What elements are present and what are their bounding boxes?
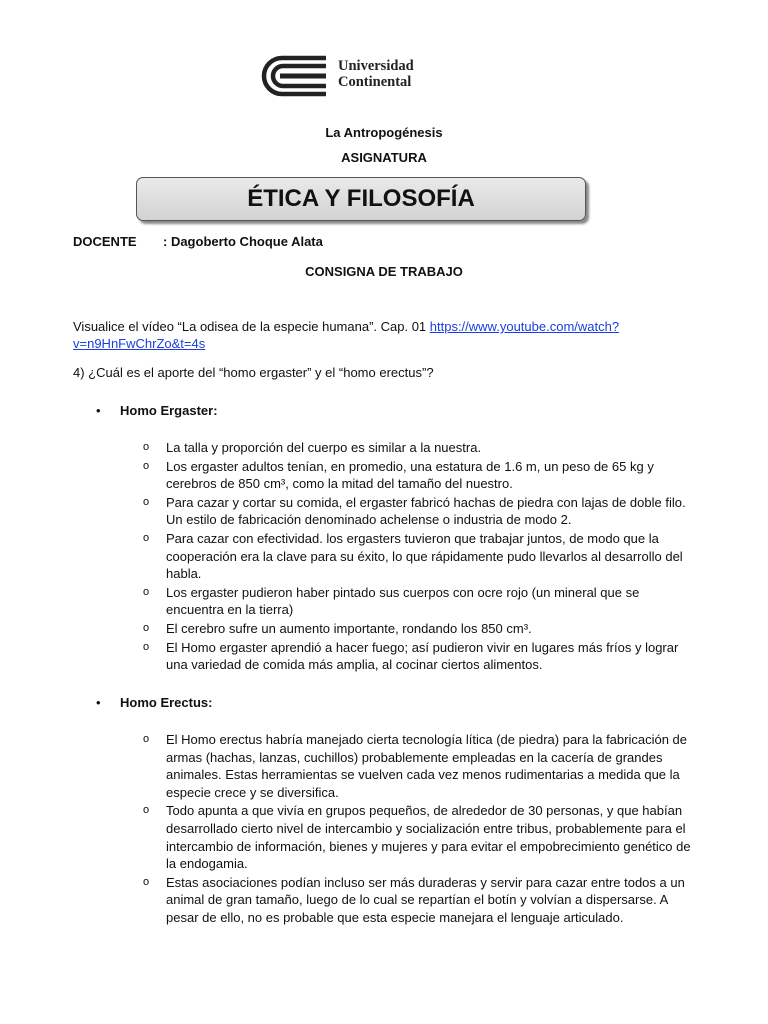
teacher-label: DOCENTE — [73, 234, 137, 249]
list-item: o La talla y proporción del cuerpo es similar a la nuestra. — [140, 439, 700, 457]
question-text: 4) ¿Cuál es el aporte del “homo ergaster” y el “homo erectus”? — [73, 365, 434, 380]
bullet-marker: • — [96, 403, 101, 418]
list-item: o Estas asociaciones podían incluso ser más duraderas y servir para cazar entre todos a un animal de gran tamaño, luego de lo cual se repartían el botín y volvían a dispersarse. A pesar de ello, no es probable que esta especie manejara el lenguaje articulado. — [140, 874, 700, 927]
teacher-line — [73, 234, 323, 249]
bullet-marker: • — [96, 695, 101, 710]
teacher-name: : Dagoberto Choque Alata — [163, 234, 323, 249]
list-item: o Para cazar y cortar su comida, el ergaster fabricó hachas de piedra con lajas de doble filo. Un estilo de fabricación denominado achelense o industria de modo 2. — [140, 494, 700, 529]
list-item: o Todo apunta a que vivía en grupos pequeños, de alrededor de 30 personas, y que habían desarrollado cierto nivel de intercambio y socialización entre tribus, probablemente para el intercambio de información, bienes y mujeres y para evitar el empobrecimiento genético de la endogamia. — [140, 802, 700, 872]
section-heading-erectus — [96, 695, 212, 710]
list-item: o El Homo erectus habría manejado cierta tecnología lítica (de piedra) para la fabricación de armas (hachas, lanzas, cuchillos) probablemente empleadas en la cacería de grandes animales. Estas herramientas se vuelven cada vez menos rudimentarias a medida que la especie crece y se diversifica. — [140, 731, 700, 801]
topic-title: La Antropogénesis — [325, 125, 443, 140]
list-item: o El Homo ergaster aprendió a hacer fuego; así pudieron vivir en lugares más fríos y lograr una variedad de comida más amplia, al cocinar ciertos alimentos. — [140, 639, 700, 674]
university-logo — [260, 54, 460, 98]
section-heading-ergaster — [96, 403, 218, 418]
section-title: Homo Ergaster: — [120, 403, 218, 418]
list-item: o El cerebro sufre un aumento importante, rondando los 850 cm³. — [140, 620, 700, 638]
intro-text: Visualice el vídeo “La odisea de la especie humana”. Cap. 01 — [73, 319, 430, 334]
university-logo-icon — [260, 54, 330, 98]
erectus-list — [140, 731, 700, 928]
subject-label: ASIGNATURA — [341, 150, 427, 165]
assignment-heading: CONSIGNA DE TRABAJO — [305, 264, 463, 279]
intro-paragraph — [73, 318, 619, 352]
list-item: o Los ergaster pudieron haber pintado sus cuerpos con ocre rojo (un mineral que se encuentra en la tierra) — [140, 584, 700, 619]
ergaster-list — [140, 439, 700, 675]
course-title: ÉTICA Y FILOSOFÍA — [247, 185, 475, 212]
list-item: o Los ergaster adultos tenían, en promedio, una estatura de 1.6 m, un peso de 65 kg y cerebros de 850 cm³, como la mitad del tamaño del nuestro. — [140, 458, 700, 493]
list-item: o Para cazar con efectividad. los ergasters tuvieron que trabajar juntos, de modo que la cooperación era la clave para su éxito, lo que rápidamente pudo llevarlos al desarrollo del habla. — [140, 530, 700, 583]
video-link[interactable]: https://www.youtube.com/watch? — [429, 319, 620, 334]
video-link-continued[interactable]: v=n9HnFwChrZo&t=4s — [73, 336, 206, 351]
course-title-box — [136, 177, 586, 221]
section-title: Homo Erectus: — [120, 695, 213, 710]
university-name: Universidad Continental — [338, 58, 414, 90]
